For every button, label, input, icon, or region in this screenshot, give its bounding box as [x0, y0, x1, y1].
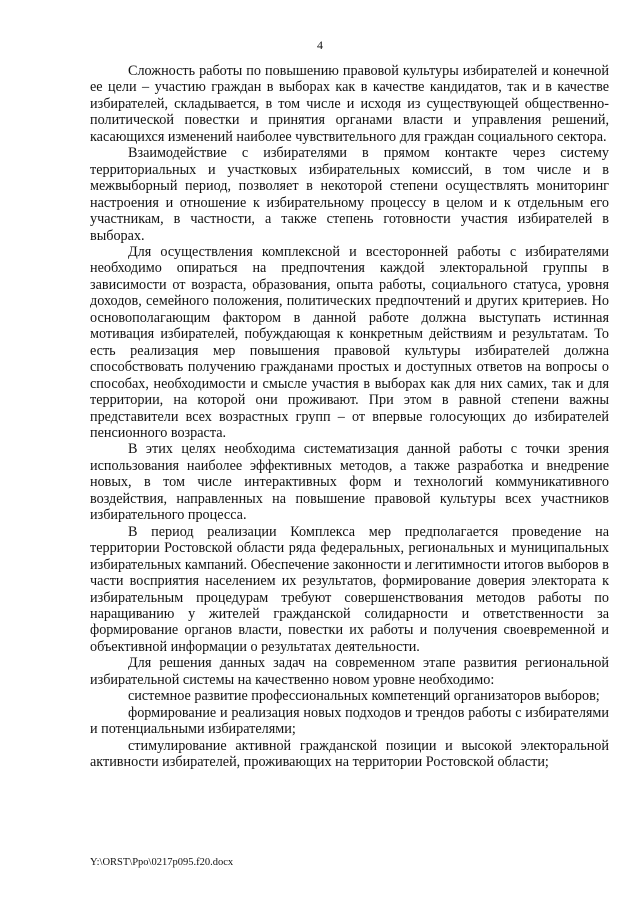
list-item-new-approaches: формирование и реализация новых подходов и трендов работы с избирателями и потенциальными избирателями;: [90, 704, 609, 738]
page-number: 4: [317, 38, 323, 52]
footer-file-path: Y:\ORST\Ppo\0217p095.f20.docx: [90, 857, 234, 868]
list-item-civic-activity: стимулирование активной гражданской позиции и высокой электоральной активности избирателей, проживающих на территории Ростовской области;: [90, 737, 609, 771]
body-text: [90, 63, 609, 770]
paragraph-systematization: В этих целях необходима систематизация данной работы с точки зрения использования наиболее эффективных методов, а также разработка и внедрение новых, в том числе интерактивных форм и технологий коммуникативного воздействия, направленных на повышение правовой культуры всех участников избирательного процесса.: [90, 441, 609, 524]
paragraph-implementation-period: В период реализации Комплекса мер предполагается проведение на территории Ростовской области ряда федеральных, региональных и муниципальных избирательных кампаний. Обеспечение законности и легитимности итогов выборов в части восприятия населением их результатов, формирование доверия электората к избирательным процедурам требуют совершенствования методов работы по наращиванию у жителей гражданской солидарности и ответственности за формирование органов власти, повестки их работы и получения своевременной и объективной информации о результатах деятельности.: [90, 523, 609, 655]
list-item-competencies: системное развитие профессиональных компетенций организаторов выборов;: [128, 688, 600, 705]
paragraph-interaction: Взаимодействие с избирателями в прямом контакте через систему территориальных и участковых избирательных комиссий, в том числе и в межвыборный период, позволяет в некоторой степени осуществлять мониторинг настроения и отношение к избирательному процессу в целом и к отдельным его участникам, в частности, а также степень готовности участия избирателей в выборах.: [90, 145, 609, 244]
paragraph-tasks-intro: Для решения данных задач на современном этапе развития региональной избирательной системы на качественно новом уровне необходимо:: [90, 655, 609, 688]
paragraph-complexity: Сложность работы по повышению правовой культуры избирателей и конечной ее цели – участию граждан в выборах как в качестве кандидатов, так и в качестве избирателей, складывается, в том числе и исходя из существующей общественно-политической повестки и принятия органами власти и управления решений, касающихся изменений наиболее чувствительного для граждан социального сектора.: [90, 63, 609, 145]
paragraph-comprehensive-work: Для осуществления комплексной и всесторонней работы с избирателями необходимо опираться на предпочтения каждой электоральной группы в зависимости от возраста, образования, опыта работы, социального статуса, уровня доходов, семейного положения, политических предпочтений и других критериев. Но основополагающим фактором в данной работе должна выступать истинная мотивация избирателей, побуждающая к конкретным действиям и результатам. То есть реализация мер повышения правовой культуры избирателей должна способствовать получению гражданами простых и доступных ответов на вопросы о способах, необходимости и смысле участия в выборах как для них самих, так и для территории, на которой они проживают. При этом в равной степени важны представители всех возрастных групп – от впервые голосующих до избирателей пенсионного возраста.: [90, 243, 609, 441]
